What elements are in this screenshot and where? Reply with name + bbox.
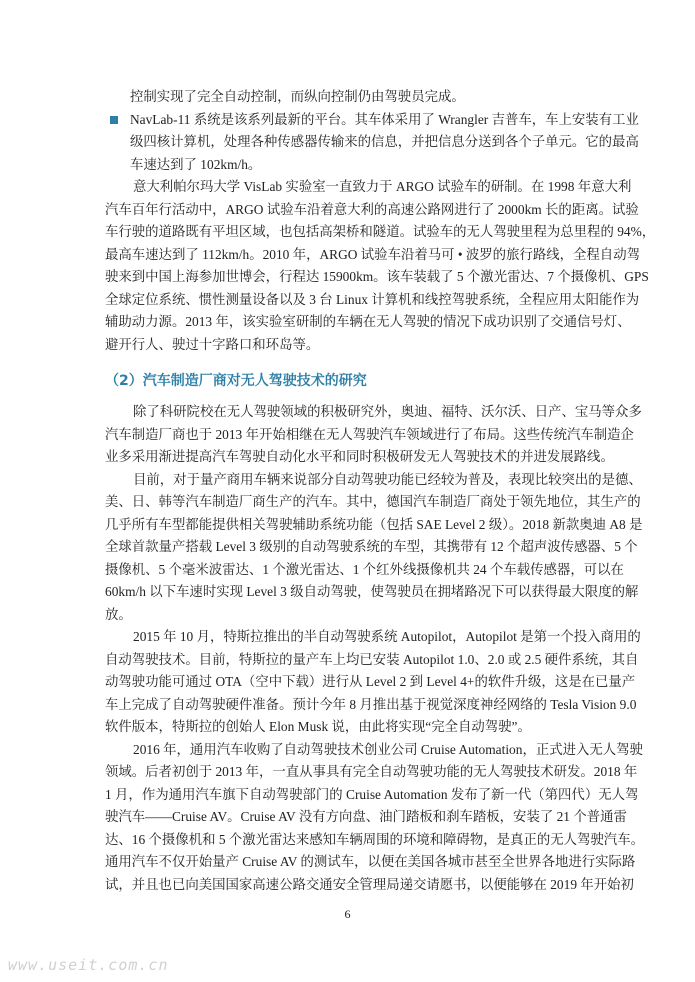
text-line: 领域。后者初创于 2013 年，一直从事具有完全自动驾驶功能的无人驾驶技术研发。2018 年 (105, 764, 638, 779)
document-body (105, 86, 656, 896)
text-line: 试，并且也已向美国国家高速公路交通安全管理局递交请愿书，以便能够在 2019 年开始初 (105, 876, 634, 892)
text-line: 汽车制造厂商也于 2013 年开始相继在无人驾驶汽车领域进行了布局。这些传统汽车制造企 (105, 426, 634, 442)
text-line: 全球定位系统、惯性测量设备以及 3 台 Linux 计算机和线控驾驶系统，全程应用太阳能作为 (105, 291, 640, 307)
text-line: 避开行人、驶过十字路口和环岛等。 (105, 336, 320, 352)
square-bullet-icon (110, 116, 118, 124)
watermark: www.useit.com.cn (8, 956, 169, 974)
text-line: 除了科研院校在无人驾驶领域的积极研究外，奥迪、福特、沃尔沃、日产、宝马等众多 (133, 404, 642, 419)
text-line: 美、日、韩等汽车制造厂商生产的汽车。其中，德国汽车制造厂商处于领先地位，其生产的 (105, 494, 641, 509)
text-line: 几乎所有车型都能提供相关驾驶辅助系统功能（包括 SAE Level 2 级）。2018 新款奥迪 A8 是 (105, 516, 643, 532)
text-line: 车速达到了 102km/h。 (130, 156, 262, 172)
text-line: 自动驾驶技术。目前，特斯拉的量产车上均已安装 Autopilot 1.0、2.0 或 2.5 硬件系统，其自 (105, 651, 639, 667)
section-heading: （2）汽车制造厂商对无人驾驶技术的研究 (105, 373, 367, 389)
text-line: 业多采用渐进提高汽车驾驶自动化水平和同时积极研发无人驾驶技术的并进发展路线。 (105, 449, 614, 464)
text-line: 汽车百年行活动中，ARGO 试验车沿着意大利的高速公路网进行了 2000km 长的距离。试验 (105, 201, 639, 217)
text-line: NavLab-11 系统是该系列最新的平台。其车体采用了 Wrangler 吉普车，车上安装有工业 (130, 111, 639, 127)
text-line: 控制实现了完全自动控制，而纵向控制仍由驾驶员完成。 (130, 89, 465, 104)
text-line: 通用汽车不仅开始量产 Cruise AV 的测试车，以便在美国各城市甚至全世界各地进行实际路 (105, 854, 636, 869)
text-line: 达、16 个摄像机和 5 个激光雷达来感知车辆周围的环境和障碍物，是真正的无人驾驶汽车。 (105, 831, 644, 847)
text-line: 2015 年 10 月，特斯拉推出的半自动驾驶系统 Autopilot，Autopilot 是第一个投入商用的 (133, 629, 641, 644)
text-line: 动驾驶功能可通过 OTA（空中下载）进行从 Level 2 到 Level 4+的软件升级，这是在已量产 (105, 674, 636, 689)
text-line: 驶汽车——Cruise AV。Cruise AV 没有方向盘、油门踏板和刹车踏板，安装了 21 个普通雷 (105, 809, 627, 824)
bullet-item (105, 109, 639, 132)
text-line: 60km/h 以下车速时实现 Level 3 级自动驾驶，使驾驶员在拥堵路况下可以获得最大限度的解 (105, 584, 639, 599)
text-line: 车行驶的道路既有平坦区域，也包括高架桥和隧道。试验车的无人驾驶里程为总里程的 94%， (105, 224, 656, 239)
text-line: 级四核计算机，处理各种传感器传输来的信息，并把信息分送到各个子单元。它的最高 (130, 134, 639, 149)
text-line: 意大利帕尔玛大学 VisLab 实验室一直致力于 ARGO 试验车的研制。在 1998 年意大利 (133, 179, 632, 194)
text-line: 2016 年，通用汽车收购了自动驾驶技术创业公司 Cruise Automation，正式进入无人驾驶 (133, 741, 643, 757)
text-line: 辅助动力源。2013 年，该实验室研制的车辆在无人驾驶的情况下成功识别了交通信号灯、 (105, 314, 631, 329)
page-number: 6 (344, 907, 351, 921)
text-line: 放。 (105, 606, 132, 622)
text-line: 摄像机、5 个毫米波雷达、1 个激光雷达、1 个红外线摄像机共 24 个车载传感器，可以在 (105, 561, 624, 577)
text-line: 车上完成了自动驾驶硬件准备。预计今年 8 月推出基于视觉深度神经网络的 Tesla Vision 9.0 (105, 696, 637, 712)
text-line: 1 月，作为通用汽车旗下自动驾驶部门的 Cruise Automation 发布了新一代（第四代）无人驾 (105, 786, 639, 802)
text-line: 软件版本，特斯拉的创始人 Elon Musk 说，由此将实现“完全自动驾驶”。 (105, 719, 531, 734)
text-line: 全球首款量产搭载 Level 3 级别的自动驾驶系统的车型，其携带有 12 个超声波传感器、5 个 (105, 539, 638, 554)
text-line: 驶来到中国上海参加世博会，行程达 15900km。该车装载了 5 个激光雷达、7 个摄像机、GPS (105, 269, 649, 284)
text-line: 最高车速达到了 112km/h。2010 年，ARGO 试验车沿着马可 • 波罗的旅行路线，全程自动驾 (105, 246, 640, 262)
text-line: 目前，对于量产商用车辆来说部分自动驾驶功能已经较为普及，表现比较突出的是德、 (133, 471, 642, 487)
